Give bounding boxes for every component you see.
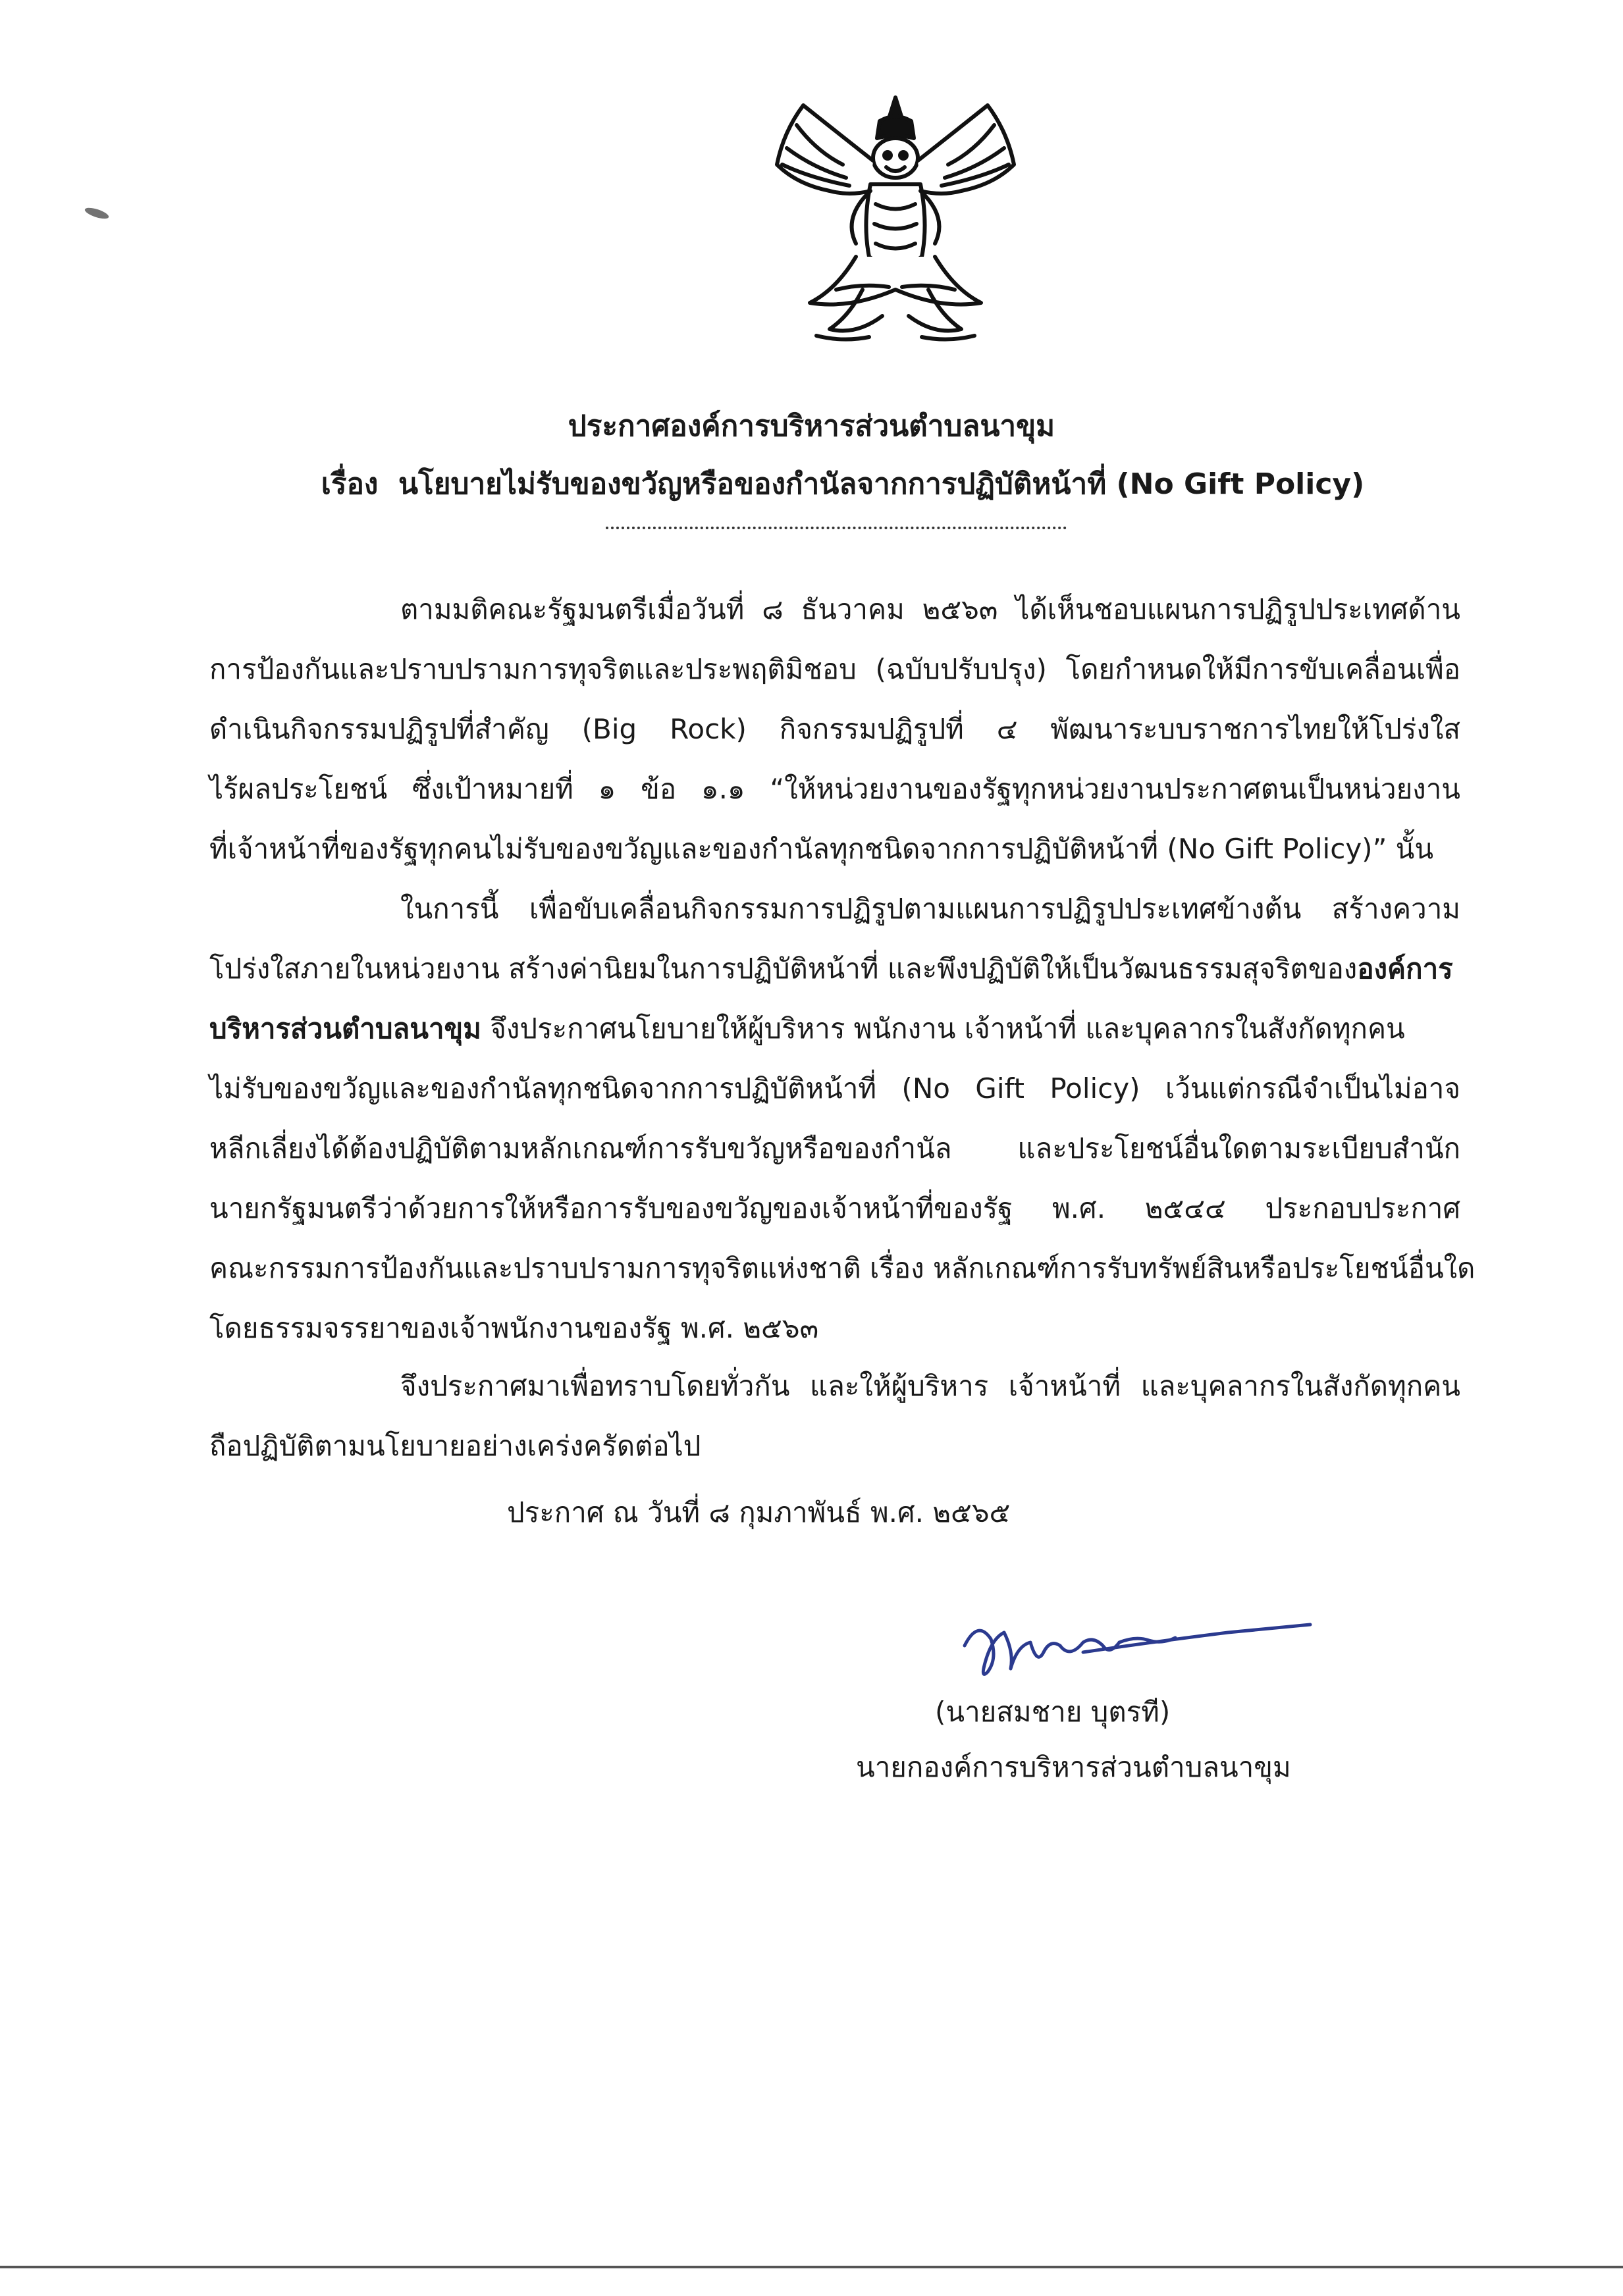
paragraph-2: [209, 879, 1476, 1358]
paragraph-line: การป้องกันและปราบปรามการทุจริตและประพฤติมิชอบ (ฉบับปรับปรุง) โดยกำหนดให้มีการขับเคลื่อนเพื่อ: [209, 653, 1460, 685]
paragraph-line: ดำเนินกิจกรรมปฏิรูปที่สำคัญ (Big Rock) กิจกรรมปฏิรูปที่ ๔ พัฒนาระบบราชการไทยให้โปร่งใส: [209, 713, 1460, 745]
paragraph-text: โปร่งใสภายในหน่วยงาน สร้างค่านิยมในการปฏิบัติหน้าที่ และพึงปฏิบัติให้เป็นวัฒนธรรมสุจริตของ: [209, 952, 1358, 985]
signer-name: (นายสมชาย บุตรที): [935, 1696, 1171, 1728]
garuda-emblem-icon: [757, 92, 1034, 349]
paragraph-line: หลีกเลี่ยงได้ต้องปฏิบัติตามหลักเกณฑ์การรับขวัญหรือของกำนัล และประโยชน์อื่นใดตามระเบียบสำนัก: [209, 1132, 1460, 1164]
paragraph-line: ไร้ผลประโยชน์ ซึ่งเป้าหมายที่ ๑ ข้อ ๑.๑ “ให้หน่วยงานของรัฐทุกหน่วยงานประกาศตนเป็นหน่วยงาน: [209, 773, 1460, 805]
paragraph-line: โดยธรรมจรรยาของเจ้าพนักงานของรัฐ พ.ศ. ๒๕๖๓: [209, 1312, 819, 1344]
announcement-title: ประกาศองค์การบริหารส่วนตำบลนาขุม: [568, 409, 1055, 443]
paragraph-line: นายกรัฐมนตรีว่าด้วยการให้หรือการรับของขวัญของเจ้าหน้าที่ของรัฐ พ.ศ. ๒๕๔๔ ประกอบประกาศ: [209, 1192, 1460, 1224]
paragraph-line: จึงประกาศมาเพื่อทราบโดยทั่วกัน และให้ผู้บริหาร เจ้าหน้าที่ และบุคลากรในสังกัดทุกคน: [400, 1370, 1460, 1402]
paragraph-line: [209, 999, 1460, 1058]
signer-position: นายกองค์การบริหารส่วนตำบลนาขุม: [856, 1751, 1291, 1783]
announcement-date: ประกาศ ณ วันที่ ๘ กุมภาพันธ์ พ.ศ. ๒๕๖๕: [507, 1496, 1011, 1528]
paragraph-line: ถือปฏิบัติตามนโยบายอย่างเคร่งครัดต่อไป: [209, 1430, 701, 1462]
paragraph-1: [209, 579, 1460, 879]
announcement-subject: [0, 461, 1623, 507]
organization-name-bold: บริหารส่วนตำบลนาขุม: [209, 1012, 481, 1045]
title-separator: [606, 527, 1067, 529]
paragraph-text: จึงประกาศนโยบายให้ผู้บริหาร พนักงาน เจ้าหน้าที่ และบุคลากรในสังกัดทุกคน: [481, 1012, 1405, 1045]
paragraph-line: ตามมติคณะรัฐมนตรีเมื่อวันที่ ๘ ธันวาคม ๒๕๖๓ ได้เห็นชอบแผนการปฏิรูปประเทศด้าน: [400, 593, 1460, 625]
organization-name-bold: องค์การ: [1357, 952, 1453, 985]
paragraph-line: คณะกรรมการป้องกันและปราบปรามการทุจริตแห่งชาติ เรื่อง หลักเกณฑ์การรับทรัพย์สินหรือประโยชน์อื่นใด: [209, 1252, 1476, 1284]
subject-label: เรื่อง: [321, 467, 379, 501]
paragraph-line: ในการนี้ เพื่อขับเคลื่อนกิจกรรมการปฏิรูปตามแผนการปฏิรูปประเทศข้างต้น สร้างความ: [400, 893, 1460, 925]
paragraph-line: [209, 939, 1460, 999]
subject-text: นโยบายไม่รับของขวัญหรือของกำนัลจากการปฏิบัติหน้าที่ (No Gift Policy): [398, 467, 1365, 501]
paragraph-line: ที่เจ้าหน้าที่ของรัฐทุกคนไม่รับของขวัญและของกำนัลทุกชนิดจากการปฏิบัติหน้าที่ (No Gift Policy)” นั้น: [209, 833, 1434, 865]
bottom-rule: [0, 2266, 1623, 2268]
scan-speck: [84, 205, 110, 221]
paragraph-line: ไม่รับของขวัญและของกำนัลทุกชนิดจากการปฏิบัติหน้าที่ (No Gift Policy) เว้นแต่กรณีจำเป็นไม่อาจ: [209, 1072, 1460, 1105]
paragraph-3: [209, 1356, 1460, 1476]
signature-icon: [951, 1606, 1320, 1698]
